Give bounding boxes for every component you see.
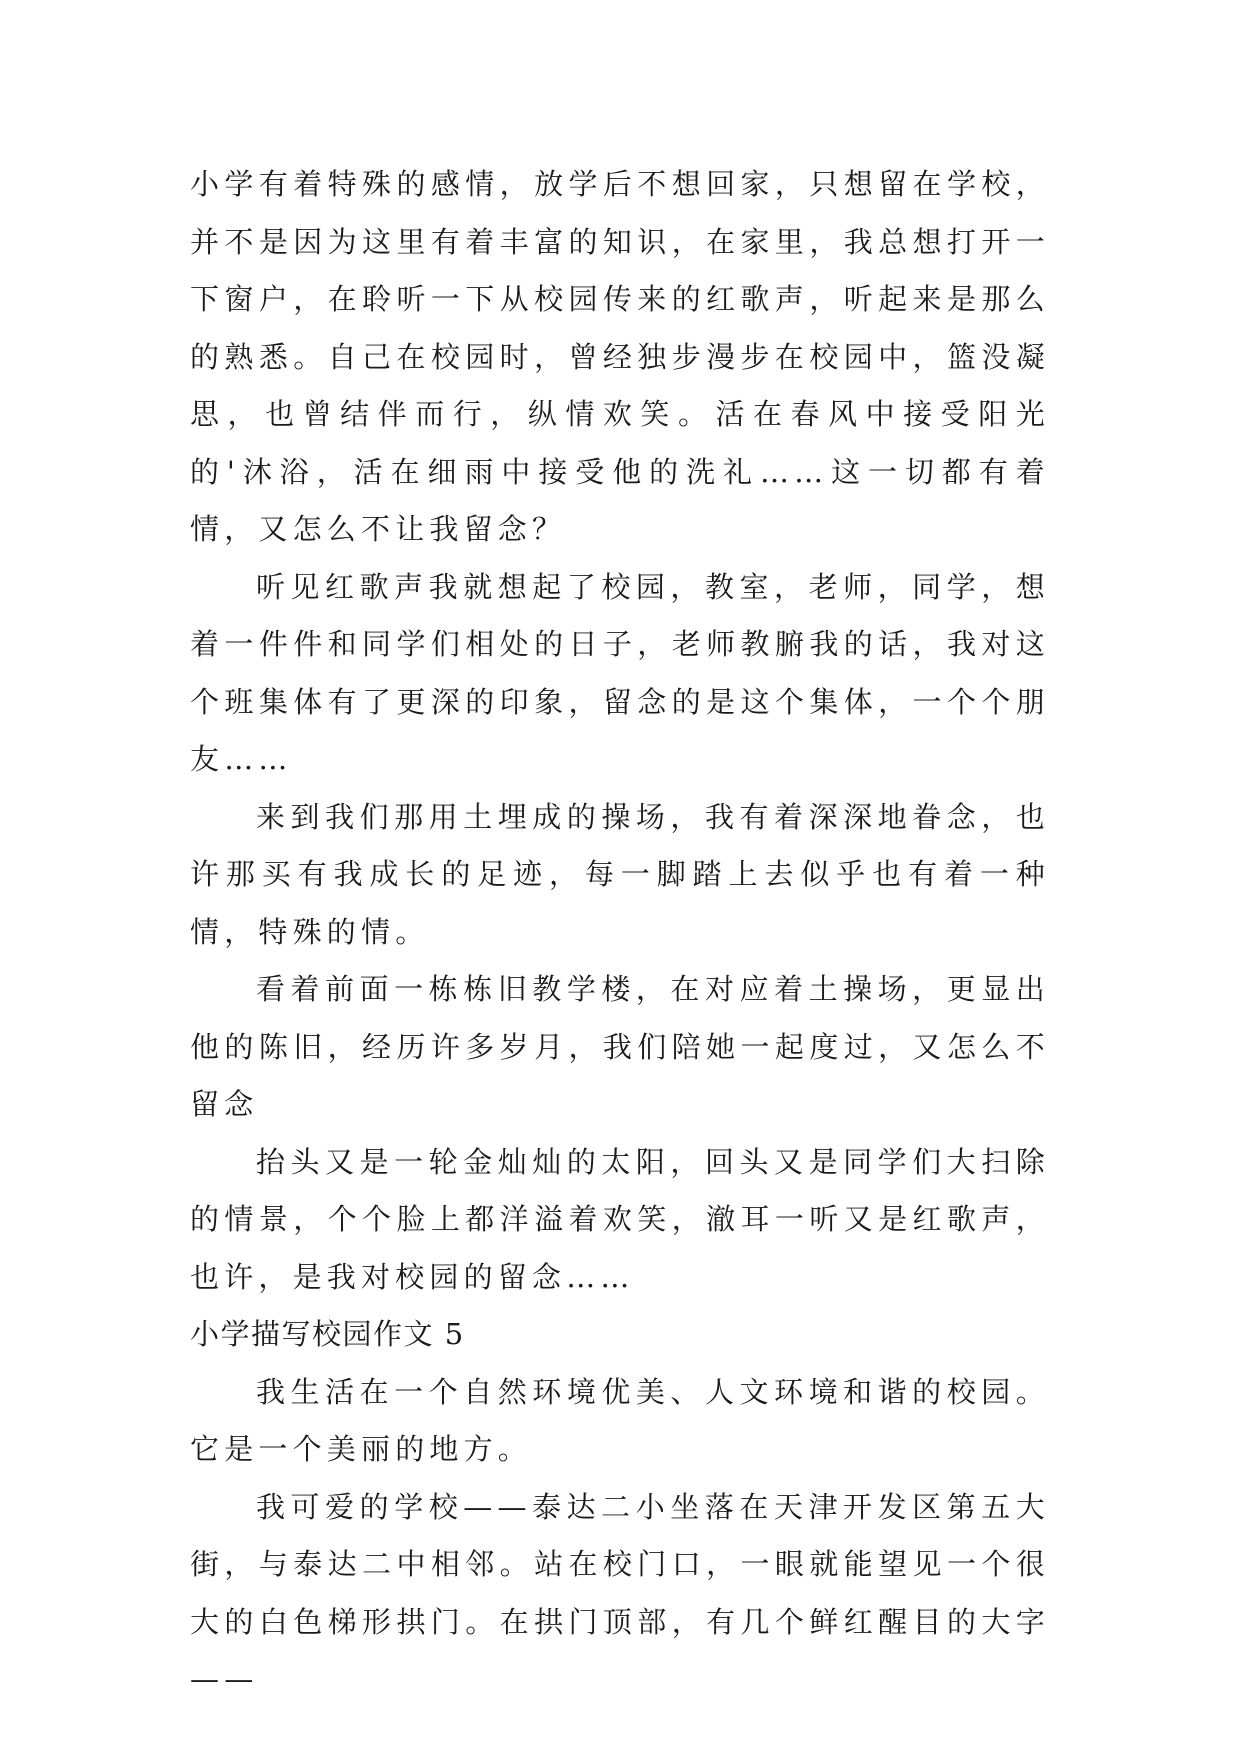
paragraph-3: 来到我们那用土埋成的操场，我有着深深地眷念，也许那买有我成长的足迹，每一脚踏上去似乎也有着一种情，特殊的情。	[190, 799, 1050, 949]
document-page	[190, 156, 1050, 1709]
paragraph-2: 听见红歌声我就想起了校园，教室，老师，同学，想着一件件和同学们相处的日子，老师教腑我的话，我对这个班集体有了更深的印象，留念的是这个集体，一个个朋友……	[190, 569, 1050, 776]
paragraph-1: 小学有着特殊的感情，放学后不想回家，只想留在学校，并不是因为这里有着丰富的知识，在家里，我总想打开一下窗户，在聆听一下从校园传来的红歌声，听起来是那么的熟悉。自己在校园时，曾经独步漫步在校园中，篮没凝思，也曾结伴而行，纵情欢笑。活在春风中接受阳光的'沐浴，活在细雨中接受他的洗礼……这一切都有着情，又怎么不让我留念？	[190, 167, 1050, 546]
paragraph-4: 看着前面一栋栋旧教学楼，在对应着土操场，更显出他的陈旧，经历许多岁月，我们陪她一起度过，又怎么不留念	[190, 972, 1050, 1121]
section-paragraph-1: 我生活在一个自然环境优美、人文环境和谐的校园。它是一个美丽的地方。	[190, 1374, 1050, 1466]
section-title: 小学描写校园作文 5	[190, 1317, 465, 1351]
paragraph-5: 抬头又是一轮金灿灿的太阳，回头又是同学们大扫除的情景，个个脸上都洋溢着欢笑，澈耳一听又是红歌声，也许，是我对校园的留念……	[190, 1144, 1050, 1294]
section-paragraph-2: 我可爱的学校——泰达二小坐落在天津开发区第五大街，与泰达二中相邻。站在校门口，一眼就能望见一个很大的白色梯形拱门。在拱门顶部，有几个鲜红醒目的大字——	[190, 1489, 1050, 1696]
